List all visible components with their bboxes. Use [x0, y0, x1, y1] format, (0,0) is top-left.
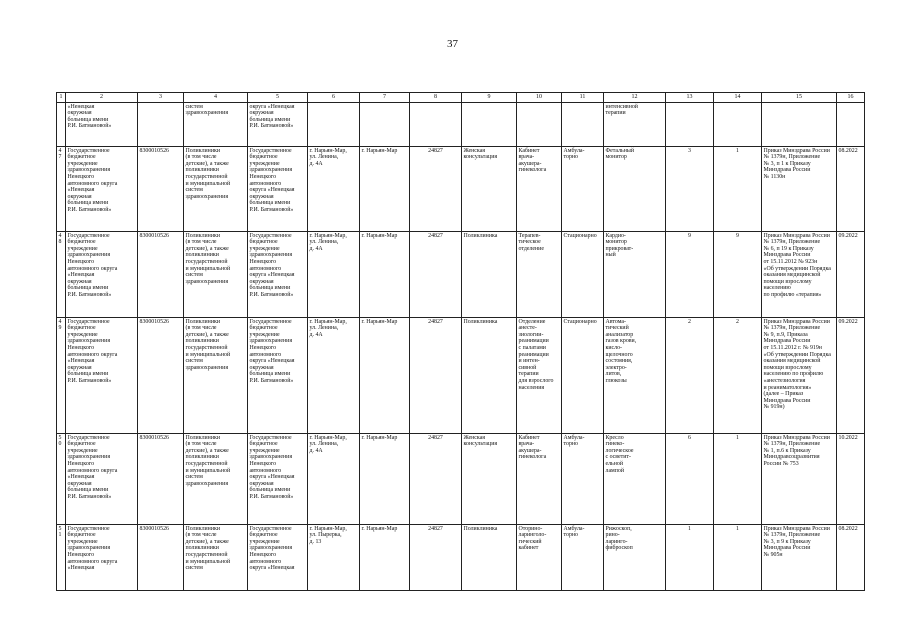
column-number: 15	[762, 93, 837, 103]
date-cell: 09.2022	[837, 232, 865, 318]
equipment-cell: Автома- тический анализатор газов крови, кисло- щелочного состояния, электро- литов, глюкозы	[604, 318, 666, 434]
row-index-cell: 49	[57, 318, 66, 434]
date-cell: 09.2022	[837, 318, 865, 434]
operator-cell: Государственное бюджетное учреждение здравоохранения Ненецкого автономного округа «Ненецкая окружная больница имени Р.И. Батмановой»	[248, 232, 308, 318]
care-mode-cell: Стационарно	[562, 318, 604, 434]
date-cell: 10.2022	[837, 434, 865, 525]
column-number: 3	[138, 93, 184, 103]
inn-cell	[138, 103, 184, 147]
equipment-cell: Рижоскоп, рино- ларинго- фиброскоп	[604, 525, 666, 591]
row-index-cell: 50	[57, 434, 66, 525]
column-number: 7	[360, 93, 410, 103]
table-row	[57, 232, 865, 318]
facility-type-cell: Поликлиники (в том числе детские), а также поликлиники государственной и муниципальной систем здравоохранения	[184, 147, 248, 232]
facility-type-cell: систем здравоохранения	[184, 103, 248, 147]
organization-cell: Государственное бюджетное учреждение здравоохранения Ненецкого автономного округа «Ненецкая	[66, 525, 138, 591]
address-cell: г. Нарьян-Мар, ул. Пырерка, д. 13	[308, 525, 360, 591]
address-cell: г. Нарьян-Мар, ул. Ленина, д. 4А	[308, 147, 360, 232]
quantity-cell: 9	[666, 232, 714, 318]
table-row	[57, 318, 865, 434]
quantity-cell: 3	[666, 147, 714, 232]
address-cell: г. Нарьян-Мар, ул. Ленина, д. 4А	[308, 232, 360, 318]
regulation-cell	[762, 103, 837, 147]
quantity-cell: 1	[666, 525, 714, 591]
column-number: 10	[517, 93, 562, 103]
city-cell: г. Нарьян-Мар	[360, 147, 410, 232]
organization-cell: Государственное бюджетное учреждение здравоохранения Ненецкого автономного округа «Ненецкая окружная больница имени Р.И. Батмановой»	[66, 434, 138, 525]
organization-cell: Государственное бюджетное учреждение здравоохранения Ненецкого автономного округа «Ненецкая окружная больница имени Р.И. Батмановой»	[66, 232, 138, 318]
date-cell: 08.2022	[837, 147, 865, 232]
organization-cell: Государственное бюджетное учреждение здравоохранения Ненецкого автономного округа «Ненецкая окружная больница имени Р.И. Батмановой»	[66, 147, 138, 232]
address-cell: г. Нарьян-Мар, ул. Ленина, д. 4А	[308, 318, 360, 434]
code-cell: 24827	[410, 434, 462, 525]
department-cell: Отделение анесте- зиологии- реанимации с палатами реанимации и интен- сивной терапии для взрослого населения	[517, 318, 562, 434]
quantity-cell: 1	[714, 434, 762, 525]
quantity-cell: 1	[714, 525, 762, 591]
table-row	[57, 525, 865, 591]
address-cell: г. Нарьян-Мар, ул. Ленина, д. 4А	[308, 434, 360, 525]
inn-cell: 8300010526	[138, 232, 184, 318]
operator-cell: округа «Ненецкая окружная больница имени Р.И. Батмановой»	[248, 103, 308, 147]
table-header-row	[57, 93, 865, 103]
inn-cell: 8300010526	[138, 525, 184, 591]
care-mode-cell: Амбула- торно	[562, 525, 604, 591]
care-mode-cell	[562, 103, 604, 147]
facility-type-cell: Поликлиники (в том числе детские), а также поликлиники государственной и муниципальной систем здравоохранения	[184, 232, 248, 318]
column-number: 2	[66, 93, 138, 103]
date-cell: 08.2022	[837, 525, 865, 591]
city-cell	[360, 103, 410, 147]
city-cell: г. Нарьян-Мар	[360, 318, 410, 434]
column-number: 14	[714, 93, 762, 103]
code-cell: 24827	[410, 525, 462, 591]
department-cell: Терапев- тическое отделение	[517, 232, 562, 318]
department-cell: Кабинет врача- акушера- гинеколога	[517, 434, 562, 525]
row-index-cell: 48	[57, 232, 66, 318]
row-index-cell: 51	[57, 525, 66, 591]
operator-cell: Государственное бюджетное учреждение здравоохранения Ненецкого автономного округа «Ненецкая	[248, 525, 308, 591]
equipment-cell: Кресло гинеко- логическое с осветит- ельной лампой	[604, 434, 666, 525]
unit-cell: Поликлиника	[462, 318, 517, 434]
regulation-cell: Приказ Минздрава России № 1379н, Приложение № 3, п 9 к Приказу Минздрава России № 905н	[762, 525, 837, 591]
quantity-cell	[666, 103, 714, 147]
column-number: 6	[308, 93, 360, 103]
unit-cell	[462, 103, 517, 147]
column-number: 13	[666, 93, 714, 103]
code-cell	[410, 103, 462, 147]
city-cell: г. Нарьян-Мар	[360, 525, 410, 591]
facility-type-cell: Поликлиники (в том числе детские), а также поликлиники государственной и муниципальной систем здравоохранения	[184, 434, 248, 525]
quantity-cell: 1	[714, 147, 762, 232]
quantity-cell	[714, 103, 762, 147]
table-row	[57, 103, 865, 147]
care-mode-cell: Амбула- торно	[562, 434, 604, 525]
column-number: 1	[57, 93, 66, 103]
quantity-cell: 6	[666, 434, 714, 525]
column-number: 11	[562, 93, 604, 103]
quantity-cell: 2	[714, 318, 762, 434]
regulation-cell: Приказ Минздрава России № 1379н, Приложение № 9, п.9, Приказа Минздрава России от 15.11.2012 г. № 919н «Об утверждении Порядка оказания медицинской помощи взрослому населению по профилю «анестезиология и реаниматология» (далее – Приказ Минздрава России № 919н)	[762, 318, 837, 434]
column-number: 16	[837, 93, 865, 103]
operator-cell: Государственное бюджетное учреждение здравоохранения Ненецкого автономного округа «Ненецкая окружная больница имени Р.И. Батмановой»	[248, 434, 308, 525]
department-cell: Оторино- ларинголо- гический кабинет	[517, 525, 562, 591]
operator-cell: Государственное бюджетное учреждение здравоохранения Ненецкого автономного округа «Ненецкая окружная больница имени Р.И. Батмановой»	[248, 318, 308, 434]
regulation-cell: Приказ Минздрава России № 1379н, Приложение № 6, п 19 к Приказу Минздрава России от 15.11.2012 № 923н «Об утверждении Порядка оказания медицинской помощи взрослому населению по профилю «терапия»	[762, 232, 837, 318]
organization-cell: Государственное бюджетное учреждение здравоохранения Ненецкого автономного округа «Ненецкая окружная больница имени Р.И. Батмановой»	[66, 318, 138, 434]
equipment-cell: Кардио- монитор прикроват- ный	[604, 232, 666, 318]
equipment-register-table	[56, 92, 865, 591]
inn-cell: 8300010526	[138, 318, 184, 434]
unit-cell: Поликлиника	[462, 525, 517, 591]
row-index-cell: 47	[57, 147, 66, 232]
quantity-cell: 9	[714, 232, 762, 318]
regulation-cell: Приказ Минздрава России № 1379н, Приложение № 3, п 1 к Приказу Минздрава России № 1130н	[762, 147, 837, 232]
city-cell: г. Нарьян-Мар	[360, 232, 410, 318]
facility-type-cell: Поликлиники (в том числе детские), а также поликлиники государственной и муниципальной систем здравоохранения	[184, 318, 248, 434]
date-cell	[837, 103, 865, 147]
regulation-cell: Приказ Минздрава России № 1379н, Приложение № 1, п.6 к Приказу Минздравсоцразвития России № 753	[762, 434, 837, 525]
care-mode-cell: Амбула- торно	[562, 147, 604, 232]
column-number: 8	[410, 93, 462, 103]
code-cell: 24827	[410, 318, 462, 434]
unit-cell: Поликлиника	[462, 232, 517, 318]
department-cell	[517, 103, 562, 147]
code-cell: 24827	[410, 232, 462, 318]
column-number: 9	[462, 93, 517, 103]
facility-type-cell: Поликлиники (в том числе детские), а также поликлиники государственной и муниципальной систем	[184, 525, 248, 591]
inn-cell: 8300010526	[138, 147, 184, 232]
quantity-cell: 2	[666, 318, 714, 434]
operator-cell: Государственное бюджетное учреждение здравоохранения Ненецкого автономного округа «Ненецкая окружная больница имени Р.И. Батмановой»	[248, 147, 308, 232]
unit-cell: Женская консультация	[462, 147, 517, 232]
column-number: 4	[184, 93, 248, 103]
address-cell	[308, 103, 360, 147]
column-number: 12	[604, 93, 666, 103]
inn-cell: 8300010526	[138, 434, 184, 525]
table-row	[57, 147, 865, 232]
row-index-cell	[57, 103, 66, 147]
equipment-cell: интенсивной терапии	[604, 103, 666, 147]
unit-cell: Женская консультация	[462, 434, 517, 525]
organization-cell: «Ненецкая окружная больница имени Р.И. Батмановой»	[66, 103, 138, 147]
code-cell: 24827	[410, 147, 462, 232]
care-mode-cell: Стационарно	[562, 232, 604, 318]
city-cell: г. Нарьян-Мар	[360, 434, 410, 525]
column-number: 5	[248, 93, 308, 103]
equipment-cell: Фетальный монитор	[604, 147, 666, 232]
page-number: 37	[447, 38, 458, 50]
department-cell: Кабинет врача- акушера- гинеколога	[517, 147, 562, 232]
table-row	[57, 434, 865, 525]
